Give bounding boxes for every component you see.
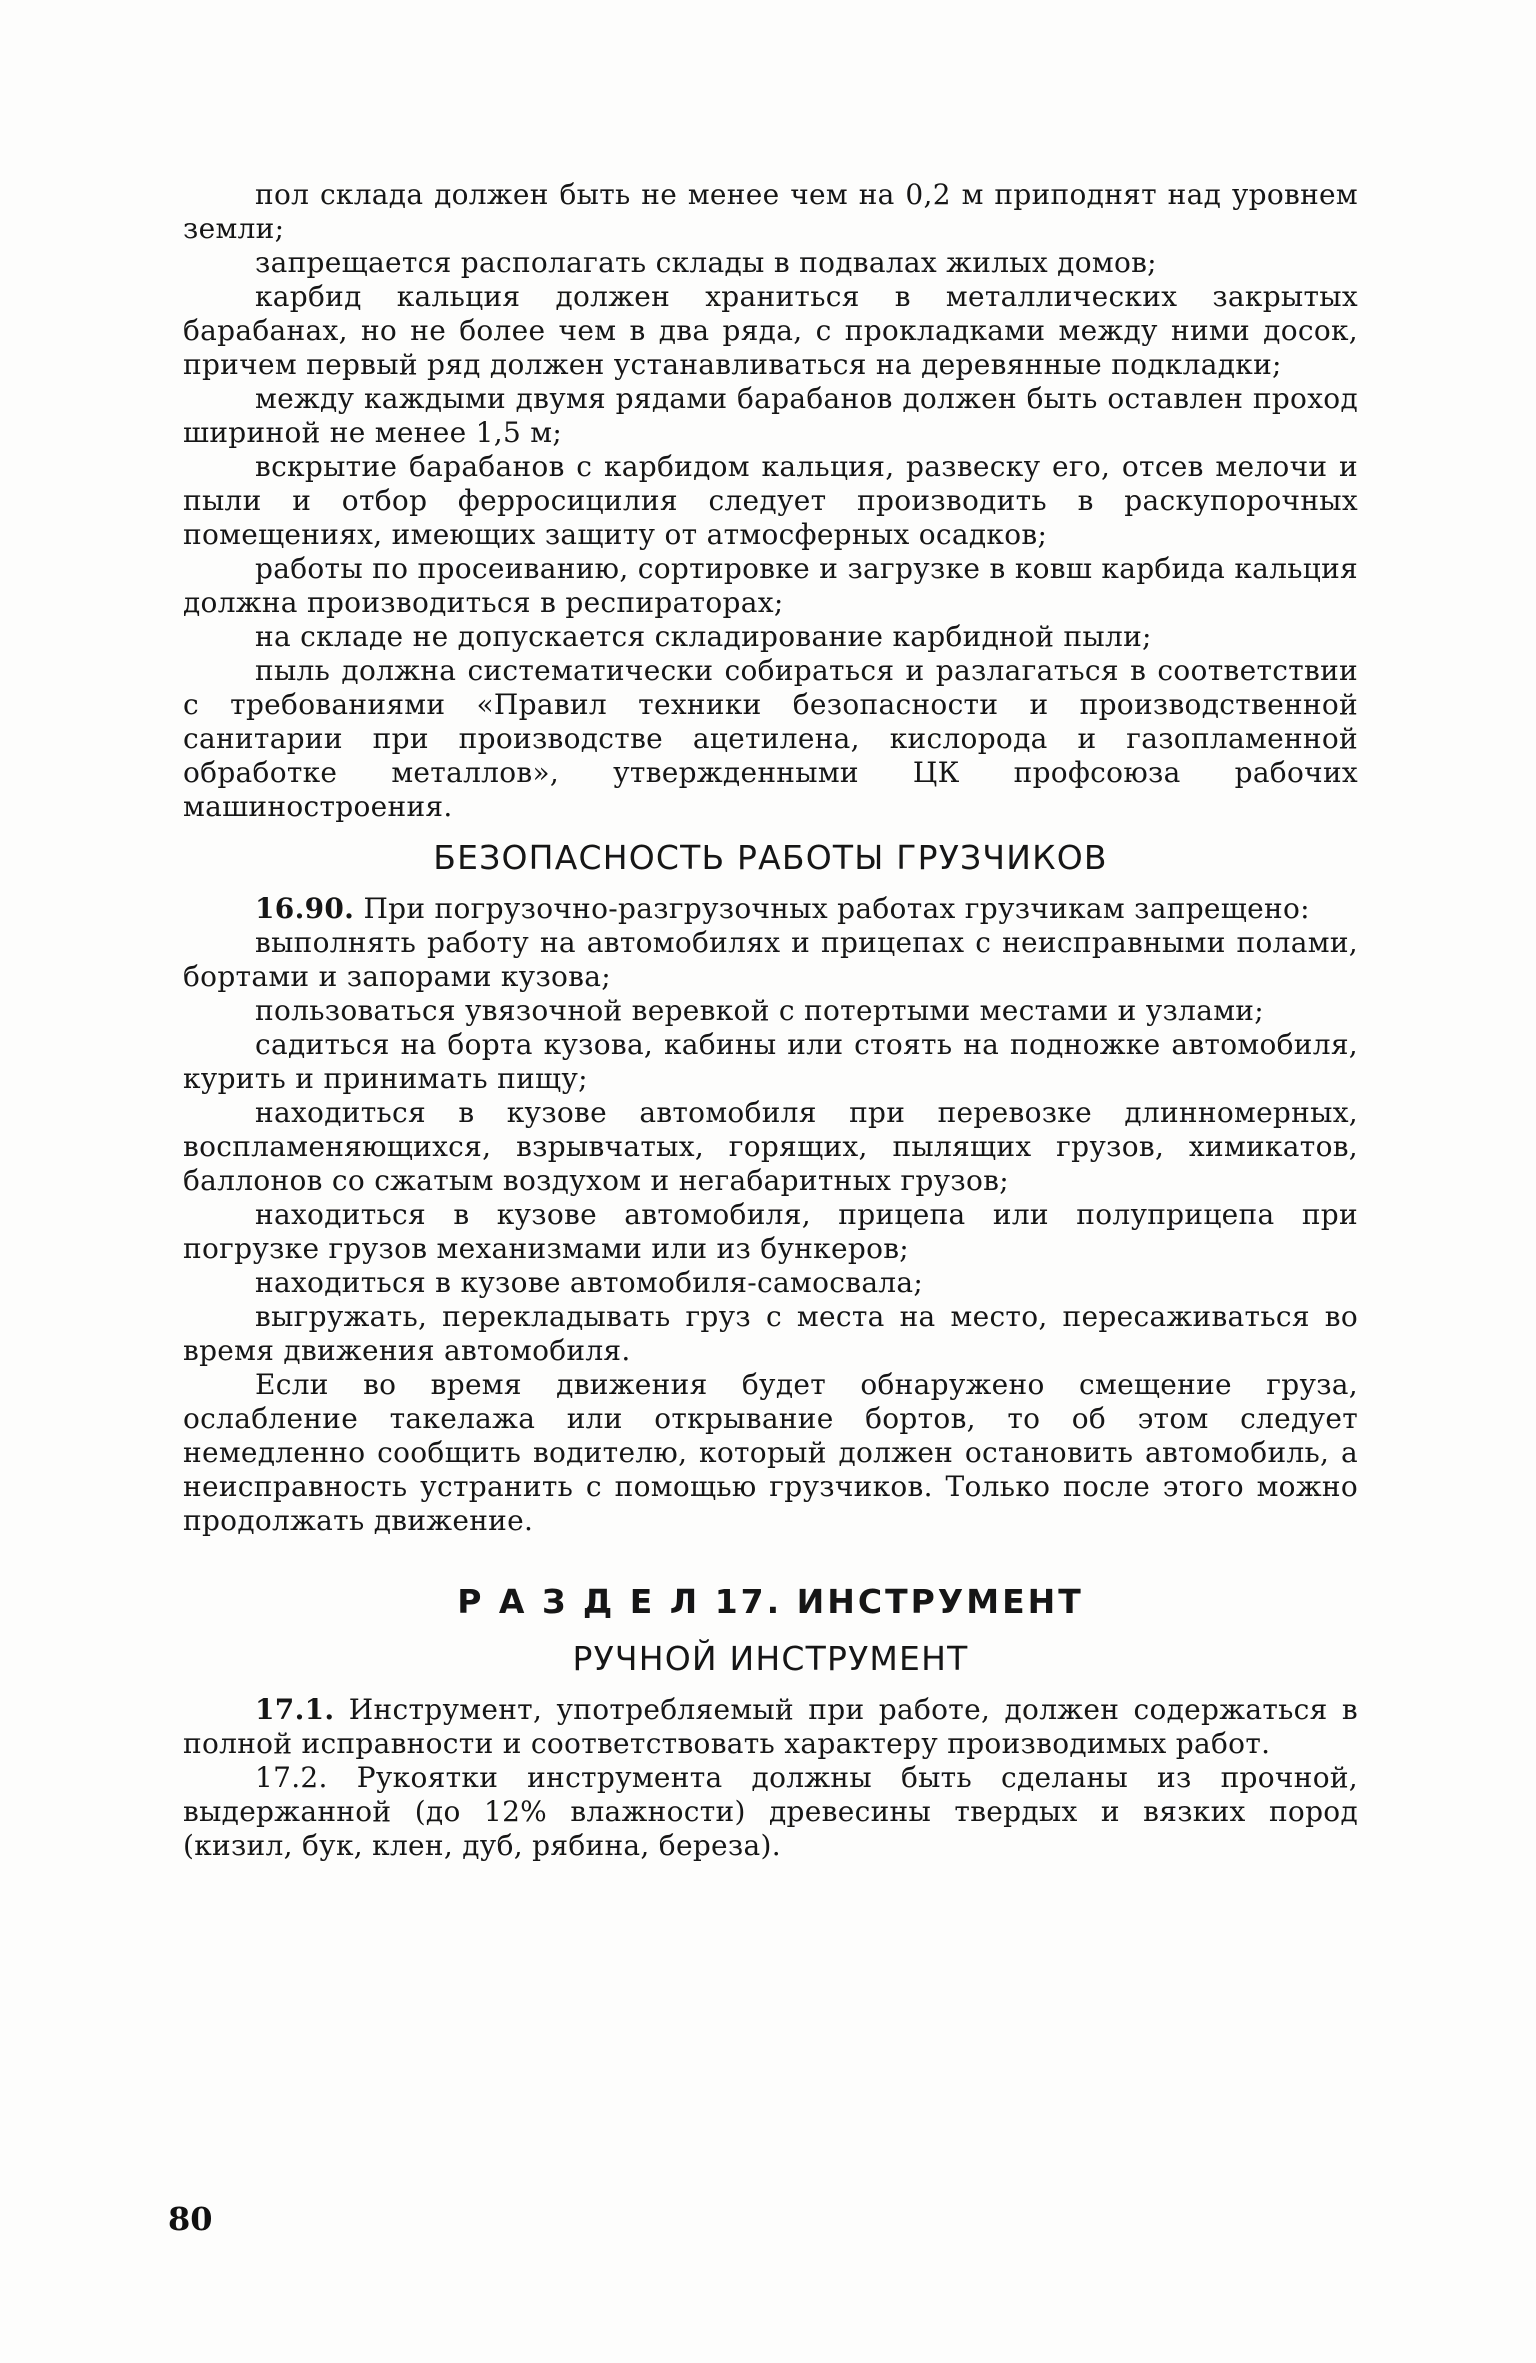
paragraph-dump-truck: находиться в кузове автомобиля-самосвала; [255, 1266, 924, 1299]
paragraph-mechanized-loading: находиться в кузове автомобиля, прицепа или полуприцепа при погрузке грузов механизмами или из бункеров; [183, 1198, 1358, 1265]
subheading-hand-tool: РУЧНОЙ ИНСТРУМЕНТ [572, 1639, 969, 1678]
paragraph-no-dust-storage: на складе не допускается складирование карбидной пыли; [255, 620, 1152, 653]
paragraph-cargo-shift: Если во время движения будет обнаружено смещение груза, ослабление такелажа или открывание бортов, то об этом следует немедленно сообщить водителю, который должен остановить автомобиль, а неисправность устранить с помощью грузчиков. Только после этого можно продолжать движение. [183, 1368, 1358, 1537]
clause-text: Рукоятки инструмента должны быть сделаны из прочной, выдержанной (до 12% влажности) древесины твердых и вязких пород (кизил, бук, клен, дуб, рябина, береза). [183, 1761, 1359, 1862]
clause-17-2 [183, 1761, 1358, 1863]
paragraph-no-basements: запрещается располагать склады в подвалах жилых домов; [255, 246, 1157, 279]
paragraph-dangerous-cargo: находиться в кузове автомобиля при перевозке длинномерных, воспламеняющихся, взрывчатых, горящих, пылящих грузов, химикатов, баллонов со сжатым воздухом и негабаритных грузов; [183, 1096, 1358, 1197]
subheading-loaders-safety: БЕЗОПАСНОСТЬ РАБОТЫ ГРУЗЧИКОВ [433, 838, 1108, 877]
page-number: 80 [168, 2200, 213, 2238]
paragraph-carbide-storage: карбид кальция должен храниться в металлических закрытых барабанах, но не более чем в два ряда, с прокладками между ними досок, причем первый ряд должен устанавливаться на деревянные подкладки; [183, 280, 1358, 381]
paragraph-faulty-vehicles: выполнять работу на автомобилях и прицепах с неисправными полами, бортами и запорами кузова; [183, 926, 1358, 993]
paragraph-sitting-on-sides: садиться на борта кузова, кабины или стоять на подножке автомобиля, курить и принимать пищу; [183, 1028, 1358, 1095]
paragraph-drum-opening: вскрытие барабанов с карбидом кальция, развеску его, отсев мелочи и пыли и отбор ферросицилия следует производить в раскупорочных помещениях, имеющих защиту от атмосферных осадков; [183, 450, 1358, 551]
paragraph-worn-rope: пользоваться увязочной веревкой с потертыми местами и узлами; [255, 994, 1264, 1027]
paragraph-respirators: работы по просеиванию, сортировке и загрузке в ковш карбида кальция должна производиться в респираторах; [183, 552, 1358, 619]
clause-16-90 [183, 892, 1358, 926]
paragraph-aisle-width: между каждыми двумя рядами барабанов должен быть оставлен проход шириной не менее 1,5 м; [183, 382, 1358, 449]
paragraph-floor-height: пол склада должен быть не менее чем на 0,2 м приподнят над уровнем земли; [183, 178, 1358, 245]
clause-text: Инструмент, употребляемый при работе, должен содержаться в полной исправности и соответствовать характеру производимых работ. [183, 1693, 1358, 1760]
clause-text: При погрузочно-разгрузочных работах грузчикам запрещено: [363, 892, 1310, 925]
clause-number: 16.90. [255, 892, 355, 925]
clause-number: 17.2. [255, 1761, 328, 1794]
section-heading: Р А З Д Е Л 17. ИНСТРУМЕНТ [457, 1582, 1084, 1621]
clause-number: 17.1. [255, 1693, 335, 1726]
paragraph-moving-cargo: выгружать, перекладывать груз с места на место, пересаживаться во время движения автомобиля. [183, 1300, 1358, 1367]
clause-17-1 [183, 1693, 1358, 1761]
page-body [183, 178, 1358, 1863]
paragraph-dust-collection: пыль должна систематически собираться и разлагаться в соответствии с требованиями «Правил техники безопасности и производственной санитарии при производстве ацетилена, кислорода и газопламенной обработке металлов», утвержденными ЦК профсоюза рабочих машиностроения. [183, 654, 1358, 823]
